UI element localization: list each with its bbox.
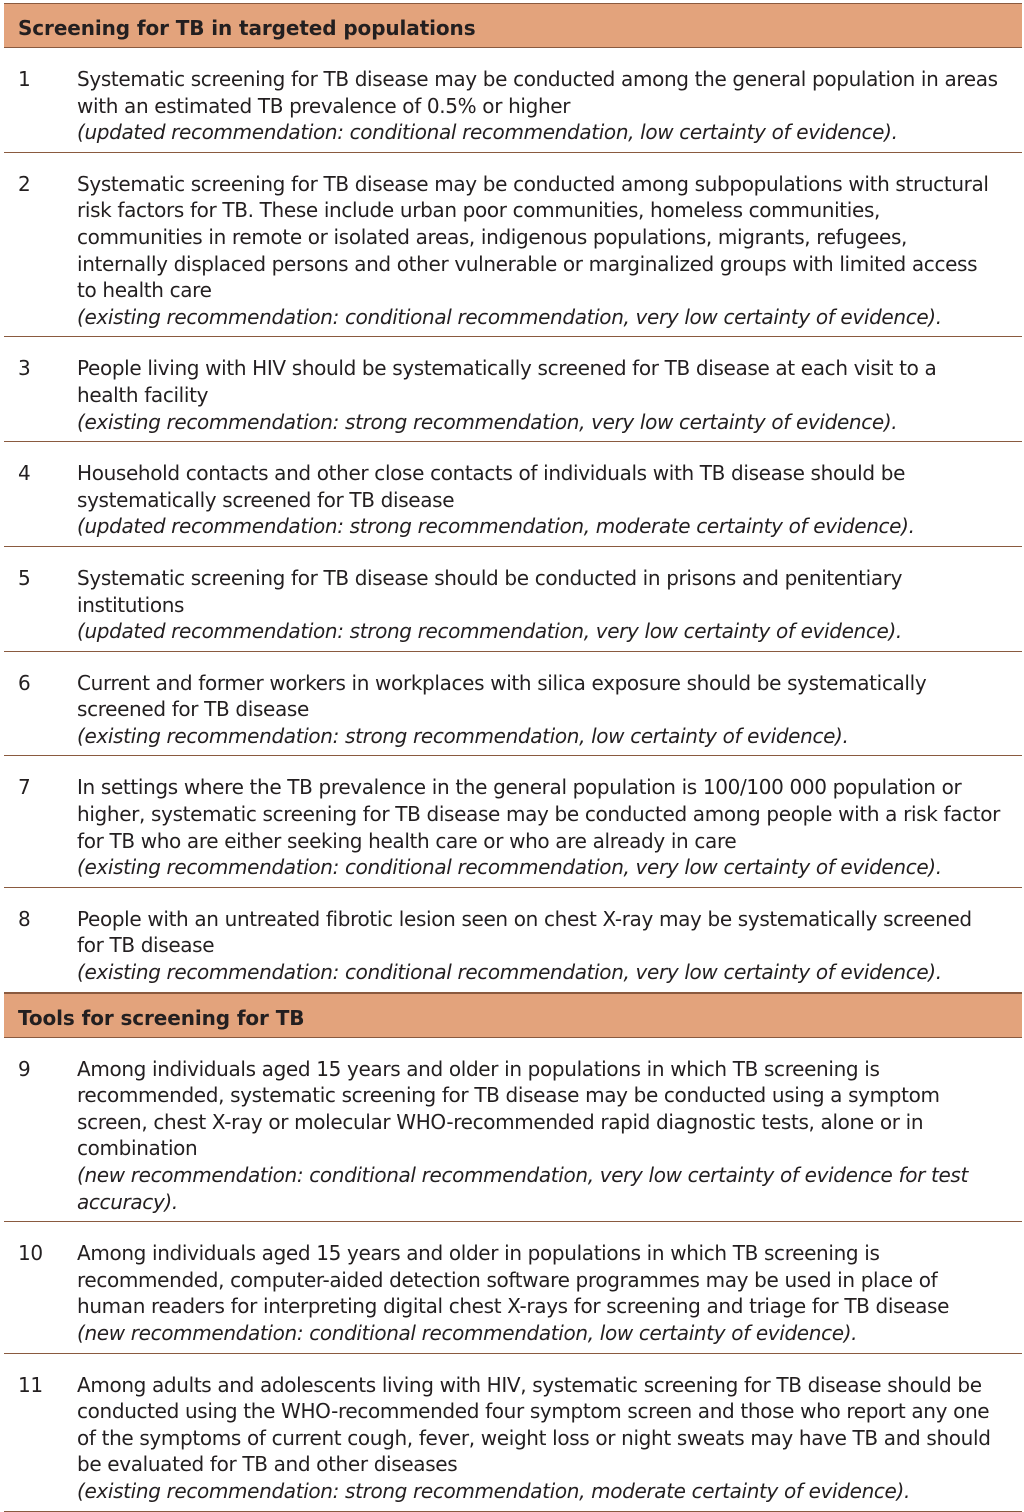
recommendation-number: 2 <box>18 171 31 196</box>
recommendation-row-2 <box>4 153 1022 338</box>
section-header-targeted-populations: Screening for TB in targeted populations <box>4 3 1022 48</box>
recommendation-text: Among adults and adolescents living with HIV, systematic screening for TB disease should be conducted using the WHO-recommended four symptom screen and those who report any one of the symptoms of current cough, fever, weight loss or night sweats may have TB and should be evaluated for TB and other diseases <box>77 1372 991 1477</box>
recommendation-body <box>77 906 1022 986</box>
recommendation-text: Systematic screening for TB disease should be conducted in prisons and penitentiary institutions <box>77 565 903 617</box>
recommendation-body <box>77 1372 1022 1505</box>
recommendation-text: Systematic screening for TB disease may be conducted among the general population in areas with an estimated TB prevalence of 0.5% or higher <box>77 67 998 118</box>
section-header-screening-tools: Tools for screening for TB <box>4 993 1022 1038</box>
recommendation-number: 8 <box>18 906 31 931</box>
recommendation-row-11 <box>4 1354 1022 1512</box>
recommendation-row-3 <box>4 337 1022 442</box>
recommendation-row-6 <box>4 652 1022 757</box>
recommendation-text: Among individuals aged 15 years and older in populations in which TB screening is recommended, systematic screening for TB disease may be conducted using a symptom screen, chest X-ray or molecular WHO-recommended rapid diagnostic tests, alone or in combination <box>77 1056 940 1161</box>
recommendation-note: (new recommendation: conditional recommendation, low certainty of evidence). <box>77 1320 858 1345</box>
recommendation-note: (existing recommendation: strong recommendation, low certainty of evidence). <box>77 723 849 748</box>
recommendation-number: 6 <box>18 670 31 695</box>
recommendation-text: People with an untreated fibrotic lesion seen on chest X-ray may be systematically screened for TB disease <box>77 906 972 958</box>
recommendation-number: 5 <box>18 565 31 590</box>
recommendation-note: (existing recommendation: strong recommendation, very low certainty of evidence). <box>77 409 898 434</box>
recommendation-row-7 <box>4 756 1022 887</box>
recommendation-text: Current and former workers in workplaces with silica exposure should be systematically screened for TB disease <box>77 670 927 722</box>
recommendation-note: (updated recommendation: strong recommendation, very low certainty of evidence). <box>77 619 902 644</box>
recommendation-number: 7 <box>18 775 31 800</box>
recommendation-text: Among individuals aged 15 years and older in populations in which TB screening is recommended, computer-aided detection software programmes may be used in place of human readers for interpreting digital chest X-rays for screening and triage for TB disease <box>77 1241 950 1319</box>
recommendation-row-4 <box>4 442 1022 547</box>
recommendation-body <box>77 355 1022 435</box>
recommendation-body <box>77 565 1022 645</box>
recommendation-row-9 <box>4 1038 1022 1223</box>
recommendation-body <box>77 460 1022 540</box>
recommendation-note: (existing recommendation: conditional recommendation, very low certainty of evidence). <box>77 304 942 329</box>
recommendation-row-10 <box>4 1222 1022 1353</box>
recommendation-body <box>77 171 1022 331</box>
recommendation-note: (existing recommendation: strong recommendation, moderate certainty of evidence). <box>77 1478 910 1503</box>
recommendation-number: 9 <box>18 1056 31 1081</box>
recommendation-body <box>77 66 1022 146</box>
recommendation-row-8 <box>4 888 1022 993</box>
recommendation-number: 11 <box>18 1372 43 1397</box>
recommendation-note: (updated recommendation: conditional recommendation, low certainty of evidence). <box>77 120 898 145</box>
recommendation-body <box>77 670 1022 750</box>
recommendation-row-1 <box>4 48 1022 153</box>
recommendation-row-5 <box>4 547 1022 652</box>
recommendation-number: 10 <box>18 1241 43 1266</box>
recommendation-note: (existing recommendation: conditional recommendation, very low certainty of evidence). <box>77 960 942 985</box>
recommendation-body <box>77 1056 1022 1216</box>
recommendation-note: (updated recommendation: strong recommendation, moderate certainty of evidence). <box>77 514 915 539</box>
recommendation-number: 4 <box>18 461 31 486</box>
recommendation-note: (existing recommendation: conditional recommendation, very low certainty of evidence). <box>77 855 942 880</box>
recommendation-number: 3 <box>18 356 31 381</box>
recommendations-table <box>4 3 1022 1512</box>
recommendation-number: 1 <box>18 67 31 91</box>
recommendation-text: Systematic screening for TB disease may be conducted among subpopulations with structural risk factors for TB. These include urban poor communities, homeless communities, communities in remote or isolated areas, indigenous populations, migrants, refugees, internally displaced persons and other vulnerable or marginalized groups with limited access to health care <box>77 171 989 303</box>
recommendation-body <box>77 774 1022 880</box>
recommendation-text: Household contacts and other close contacts of individuals with TB disease should be systematically screened for TB disease <box>77 461 906 512</box>
recommendation-text: In settings where the TB prevalence in the general population is 100/100 000 population or higher, systematic screening for TB disease may be conducted among people with a risk factor for TB who are either seeking health care or who are already in care <box>77 775 1000 853</box>
recommendation-body <box>77 1240 1022 1346</box>
recommendation-text: People living with HIV should be systematically screened for TB disease at each visit to a health facility <box>77 356 937 407</box>
recommendation-note: (new recommendation: conditional recommendation, very low certainty of evidence for test accuracy). <box>77 1163 968 1214</box>
